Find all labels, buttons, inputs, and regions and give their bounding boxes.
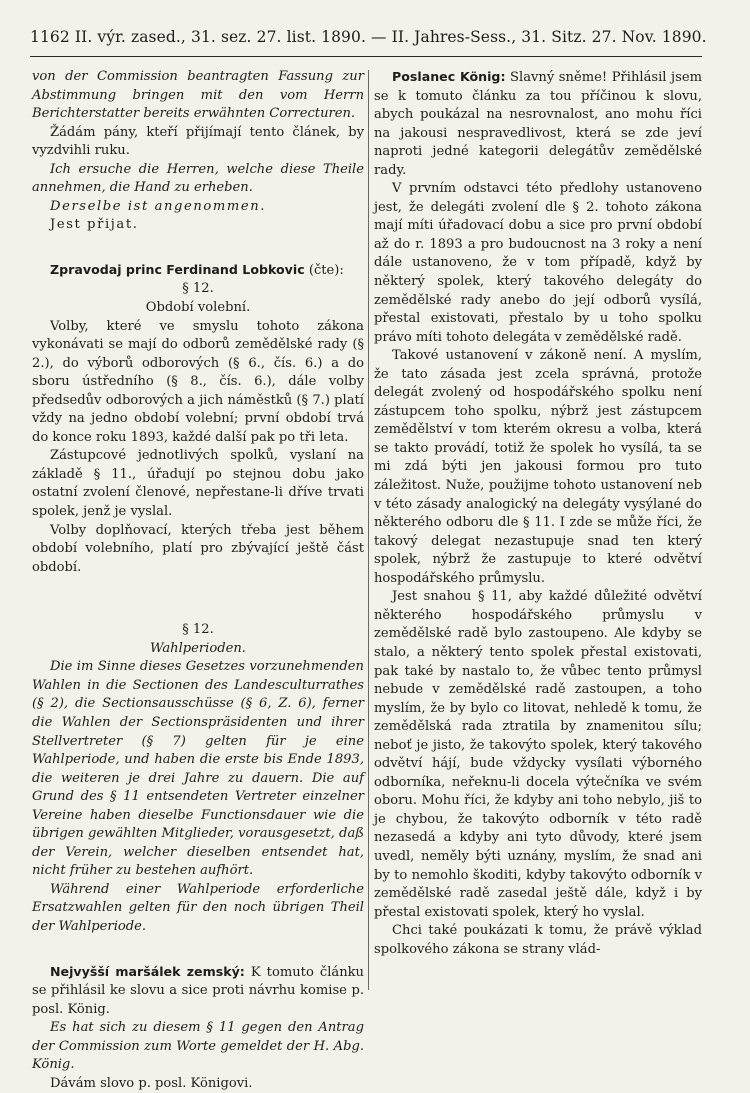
paragraph: von der Commission beantragten Fassung zur Abstimmung bringen mit den vom Herrn Berichterstatter bereits erwähnten Correcturen.	[32, 69, 364, 122]
spacer	[32, 577, 364, 621]
right-column	[374, 68, 702, 959]
marshal-intro	[32, 963, 364, 1020]
speaker-name: Zpravodaj princ Ferdinand Lobkovic	[50, 261, 305, 277]
paragraph: Jest snahou § 11, aby každé důležité odvětví některého hospodářského průmyslu v zemědělské radě bylo zastoupeno. Ale kdyby se stalo, a některý tento spolek přestal existovati, pak také by nastalo to, že vůbec tento průmysl nebude v zemědělské radě zastoupen, a toho myslím, že by bylo co litovat, nehledě k tomu, že zemědělská rada ztratila by znamenitou sílu; neboť je jisto, že takovýto spolek, který takového odvětví hájí, bude vždycky vysílati výborného odborníka, neřeknu-li docela výtečníka ve svém oboru. Mohu říci, že kdyby ani toho nebylo, jiš to je chybou, že takovýto odborník v této radě nezasedá a kdyby ani tyto důvody, které jsem uvedl, neměly býti uznány, myslím, že snad ani by to nemohlo škoditi, kdyby takovýto odborník v zemědělské radě zasedal ještě dále, když i by přestal existovati spolek, který ho vyslal.	[374, 589, 702, 920]
speaker-text: (čte):	[304, 262, 344, 278]
speaker-name: Poslanec König:	[392, 69, 506, 84]
paragraph: Während einer Wahlperiode erforderliche Ersatzwahlen gelten für den noch übrigen Theil der Wahlperiode.	[32, 881, 364, 934]
paragraph: Zástupcové jednotlivých spolků, vyslaní na základě § 11., úřadují po stejnou dobu jako ostatní zvolení členové, nepřestane-li dříve trvati spolek, jenž je vyslal.	[32, 448, 364, 520]
paragraph: Chci také poukázati k tomu, že právě výklad spolkového zákona se strany vlád-	[374, 923, 702, 957]
spacer	[32, 235, 364, 261]
speaker-name: Nejvyšší maršálek zemský:	[50, 963, 245, 979]
paragraph: Es hat sich zu diesem § 11 gegen den Antrag der Commission zum Worte gemeldet der H. Abg. König.	[32, 1020, 364, 1073]
spacer	[32, 937, 364, 963]
paragraph: Volby, které ve smyslu tohoto zákona vykonávati se mají do odborů zemědělské rady (§ 2.), do výborů odborových (§ 6., čís. 6.) a do sboru ústředního (§ 8., čís. 6.), dále volby předsedův odborových a jich náměstků (§ 7.) platí vždy na jedno období volební; první období trvá do konce roku 1893, každé další pak po tři leta.	[32, 318, 364, 445]
paragraph: Takové ustanovení v zákoně není. A myslím, že tato zásada jest zcela správná, protože delegát zvolený od hospodářského spolku není zástupcem toho spolku, nýbrž jest zástupcem zemědělství v tom kterém okresu a volba, která se takto provádí, totiž že spolek ho vysílá, ta se mi zdá býti jen jakousi formou pro tuto záležitost. Nuže, použijme tohoto ustanovení neb v této zásady analogický na delegáty vysýlané do některého odboru dle § 11. I zde se může říci, že takový delegat nezastupuje snad ten který spolek, nýbrž že zastupuje to které odvětví hospodářského průmyslu.	[374, 348, 702, 586]
section-title: Období volební.	[145, 300, 251, 316]
paragraph: V prvním odstavci této předlohy ustanoveno jest, že delegáti zvolení dle § 2. tohoto zákona mají míti úřadovací dobu a sice pro první období až do r. 1893 a pro budoucnost na 3 roky a není dále ustanoveno, že v tom případě, když by některý spolek, který takového delegáty do zemědělské rady anebo do její odborů vysílá, přestal existovati, přestalo by u toho spolku právo míti tohoto delegáta v zemědělské radě.	[374, 181, 702, 345]
header-rule	[30, 56, 702, 57]
page-header: 1162 II. výr. zased., 31. sez. 27. list. 1890. — II. Jahres-Sess., 31. Sitz. 27. Nov. 1890.	[30, 28, 707, 46]
paragraph: Dávám slovo p. posl. Königovi.	[50, 1075, 253, 1091]
reporter-intro	[32, 261, 364, 281]
section-title: Wahlperioden.	[150, 640, 246, 656]
column-divider	[368, 70, 369, 990]
speaker-text: Slavný sněme! Přihlásil jsem se k tomuto článku za tou příčinou k slovu, abych poukázal na nesrovnalost, ano mohu říci na jakousi nespravedlivost, která se zde jeví naproti jedné kategorii delegátův zemědělské rady.	[374, 70, 702, 178]
paragraph: Volby doplňovací, kterých třeba jest během období volebního, platí pro zbývající ještě část období.	[32, 522, 364, 575]
paragraph: Die im Sinne dieses Gesetzes vorzunehmenden Wahlen in die Sectionen des Landesculturrathes (§ 2), die Sectionsausschüsse (§ 6, Z. 6), ferner die Wahlen der Sectionspräsidenten und ihrer Stellvertreter (§ 7) gelten für je eine Wahlperiode, und haben die erste bis Ende 1893, die weiteren je drei Jahre zu dauern. Die auf Grund des § 11 entsendeten Vertreter einzelner Vereine haben dieselbe Functionsdauer wie die übrigen gewählten Mitglieder, vorausgesetzt, daß der Verein, welcher dieselben entsendet hat, nicht früher zu bestehen aufhört.	[32, 659, 364, 879]
left-column	[32, 68, 364, 1093]
konig-intro	[374, 68, 702, 180]
speaker-text: K tomuto článku se přihlásil ke slovu a sice proti návrhu komise p. posl. König.	[32, 964, 364, 1017]
paragraph: Derselbe ist angenommen.	[50, 198, 267, 214]
section-number: § 12.	[182, 622, 214, 638]
section-number: § 12.	[182, 281, 214, 297]
paragraph: Žádám pány, kteří přijímají tento článek, by vyzdvihli ruku.	[32, 124, 364, 159]
paragraph: Ich ersuche die Herren, welche diese Theile annehmen, die Hand zu erheben.	[32, 161, 364, 196]
paragraph: Jest přijat.	[50, 217, 139, 233]
